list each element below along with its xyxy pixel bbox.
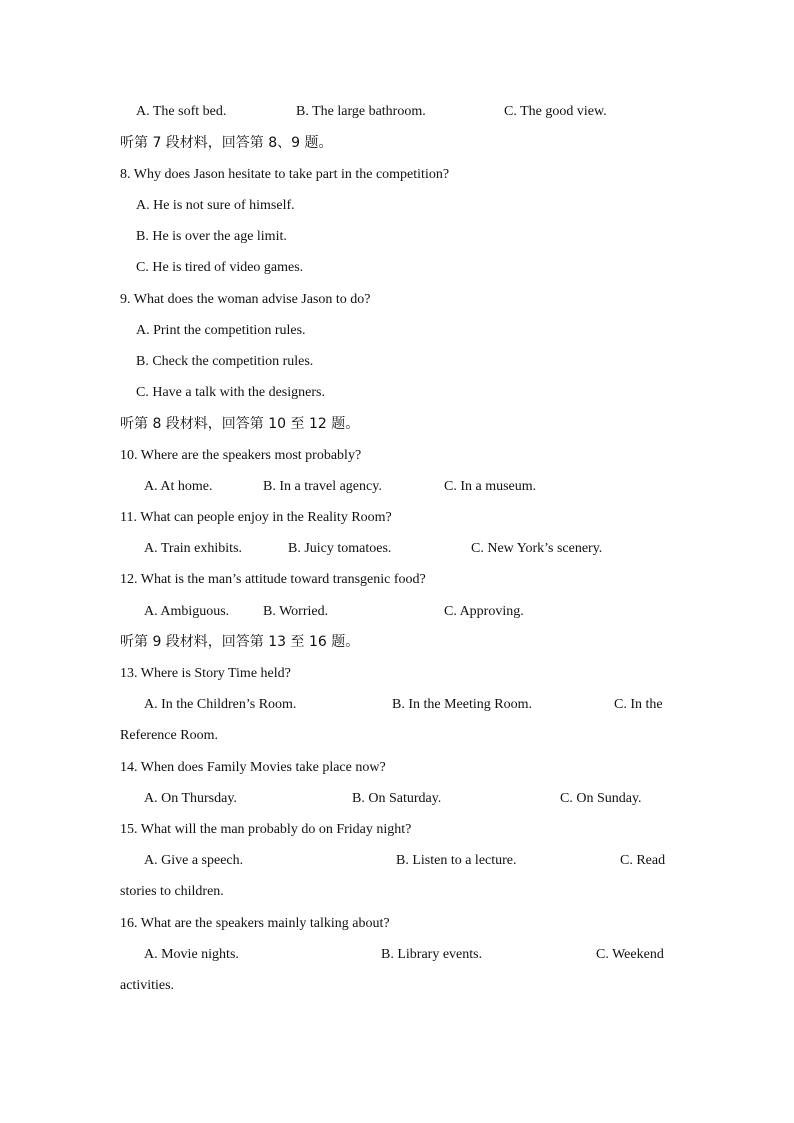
q7-option-b: B. The large bathroom. (296, 104, 426, 119)
q13-option-c: C. In the (614, 697, 663, 712)
q8-option-b: B. He is over the age limit. (136, 229, 287, 244)
q16-option-c: C. Weekend (596, 947, 664, 962)
q11-option-b: B. Juicy tomatoes. (288, 541, 392, 556)
q11-option-a: A. Train exhibits. (144, 541, 243, 556)
q7-option-c: C. The good view. (504, 104, 607, 119)
q13-option-b: B. In the Meeting Room. (392, 697, 532, 712)
q9-option-c: C. Have a talk with the designers. (136, 385, 325, 400)
q15-option-a: A. Give a speech. (144, 853, 244, 868)
q13-option-a: A. In the Children’s Room. (144, 697, 297, 712)
q9-option-a: A. Print the competition rules. (136, 323, 306, 338)
question-10: 10. Where are the speakers most probably? (120, 448, 362, 463)
section-9-instruction: 听第 9 段材料，回答第 13 至 16 题。 (120, 634, 360, 650)
q14-option-a: A. On Thursday. (144, 791, 237, 806)
q10-option-c: C. In a museum. (444, 479, 537, 494)
q12-option-a: A. Ambiguous. (144, 604, 230, 619)
question-16: 16. What are the speakers mainly talking about? (120, 916, 390, 931)
q16-option-a: A. Movie nights. (144, 947, 239, 962)
q14-option-c: C. On Sunday. (560, 791, 642, 806)
q16-option-b: B. Library events. (381, 947, 483, 962)
q15-option-b: B. Listen to a lecture. (396, 853, 517, 868)
question-15: 15. What will the man probably do on Friday night? (120, 822, 412, 837)
question-12: 12. What is the man’s attitude toward transgenic food? (120, 572, 426, 587)
q8-option-a: A. He is not sure of himself. (136, 198, 295, 213)
q15-option-c-continued: stories to children. (120, 884, 224, 899)
question-8: 8. Why does Jason hesitate to take part in the competition? (120, 167, 450, 182)
section-7-instruction: 听第 7 段材料，回答第 8、9 题。 (120, 135, 333, 151)
q16-option-c-continued: activities. (120, 978, 175, 993)
q10-option-b: B. In a travel agency. (263, 479, 382, 494)
q13-option-c-continued: Reference Room. (120, 728, 218, 743)
section-8-instruction: 听第 8 段材料，回答第 10 至 12 题。 (120, 416, 360, 432)
question-13: 13. Where is Story Time held? (120, 666, 291, 681)
q12-option-c: C. Approving. (444, 604, 524, 619)
q15-option-c: C. Read (620, 853, 666, 868)
q12-option-b: B. Worried. (263, 604, 329, 619)
q7-option-a: A. The soft bed. (136, 104, 227, 119)
q10-option-a: A. At home. (144, 479, 213, 494)
q9-option-b: B. Check the competition rules. (136, 354, 314, 369)
question-11: 11. What can people enjoy in the Reality Room? (120, 510, 392, 525)
question-9: 9. What does the woman advise Jason to do? (120, 292, 371, 307)
q11-option-c: C. New York’s scenery. (471, 541, 603, 556)
q14-option-b: B. On Saturday. (352, 791, 442, 806)
q8-option-c: C. He is tired of video games. (136, 260, 304, 275)
question-14: 14. When does Family Movies take place now? (120, 760, 386, 775)
